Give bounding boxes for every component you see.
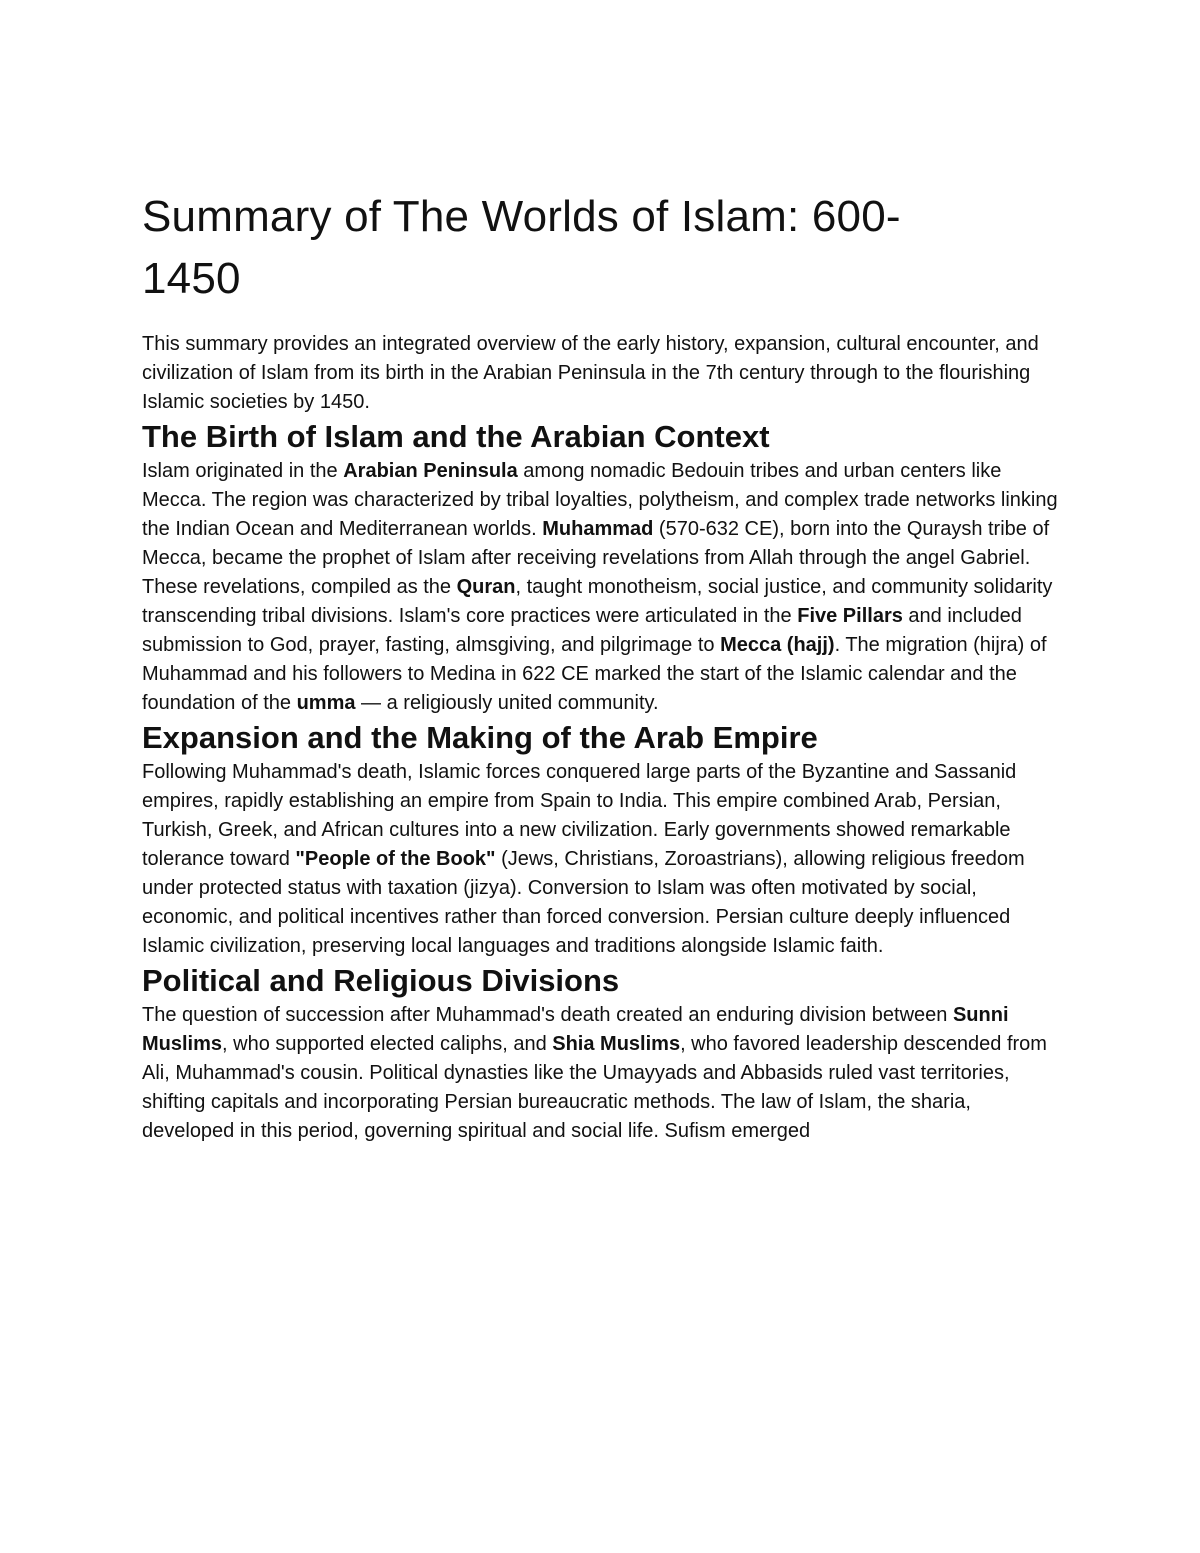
text-run: , who supported elected caliphs, and xyxy=(222,1033,553,1055)
key-term-arabian-peninsula: Arabian Peninsula xyxy=(343,460,518,482)
key-term-quran: Quran xyxy=(456,576,516,598)
key-term-sunni-muslims: Sunni Muslims xyxy=(142,1004,1009,1055)
key-term-people-of-the-book: "People of the Book" xyxy=(295,848,496,870)
text-run: The question of succession after Muhammad's death created an enduring division between xyxy=(142,1004,953,1026)
section-heading-divisions: Political and Religious Divisions xyxy=(142,963,620,998)
key-term-mecca-hajj: Mecca (hajj) xyxy=(720,634,835,656)
key-term-five-pillars: Five Pillars xyxy=(797,605,903,627)
document-page xyxy=(142,186,1072,1146)
section-body-divisions xyxy=(142,1001,1062,1146)
intro-paragraph: This summary provides an integrated overview of the early history, expansion, cultural encounter, and civilization of Islam from its birth in the Arabian Peninsula in the 7th century through to the flourishing Islamic societies by 1450. xyxy=(142,333,1039,413)
key-term-shia-muslims: Shia Muslims xyxy=(552,1033,681,1055)
text-run: — a religiously united community. xyxy=(355,692,659,714)
text-run: . The migration (hijra) of Muhammad and his followers to Medina in 622 CE marked the start of the Islamic calendar and the foundation of the xyxy=(142,634,1047,714)
key-term-umma: umma xyxy=(296,692,356,714)
text-run: , who favored leadership descended from Ali, Muhammad's cousin. Political dynasties like the Umayyads and Abbasids ruled vast territories, shifting capitals and incorporating Persian bureaucratic methods. The law of Islam, the sharia, developed in this period, governing spiritual and social life. Sufism emerged xyxy=(142,1033,1047,1142)
section-body-birth-of-islam xyxy=(142,457,1062,718)
text-run: , taught monotheism, social justice, and community solidarity transcending tribal divisions. Islam's core practices were articulated in the xyxy=(142,576,1053,627)
text-run: (570-632 CE), born into the Quraysh tribe of Mecca, became the prophet of Islam after receiving revelations from Allah through the angel Gabriel. These revelations, compiled as the xyxy=(142,518,1050,598)
text-run: Islam originated in the xyxy=(142,460,344,482)
text-run: Following Muhammad's death, Islamic forces conquered large parts of the Byzantine and Sassanid empires, rapidly establishing an empire from Spain to India. This empire combined Arab, Persian, Turkish, Greek, and African cultures into a new civilization. Early governments showed remarkable tolerance toward xyxy=(142,761,1017,870)
page-title: Summary of The Worlds of Islam: 600-1450 xyxy=(142,192,901,303)
text-run: and included submission to God, prayer, fasting, almsgiving, and pilgrimage to xyxy=(142,605,1022,656)
text-run: (Jews, Christians, Zoroastrians), allowing religious freedom under protected status with taxation (jizya). Conversion to Islam was often motivated by social, economic, and political incentives rather than forced conversion. Persian culture deeply influenced Islamic civilization, preserving local languages and traditions alongside Islamic faith. xyxy=(142,848,1025,957)
text-run: among nomadic Bedouin tribes and urban centers like Mecca. The region was characterized by tribal loyalties, polytheism, and complex trade networks linking the Indian Ocean and Mediterranean worlds. xyxy=(142,460,1058,540)
key-term-muhammad: Muhammad xyxy=(542,518,654,540)
section-body-expansion xyxy=(142,758,1062,961)
section-heading-expansion: Expansion and the Making of the Arab Empire xyxy=(142,720,818,755)
section-heading-birth-of-islam: The Birth of Islam and the Arabian Context xyxy=(142,419,770,454)
